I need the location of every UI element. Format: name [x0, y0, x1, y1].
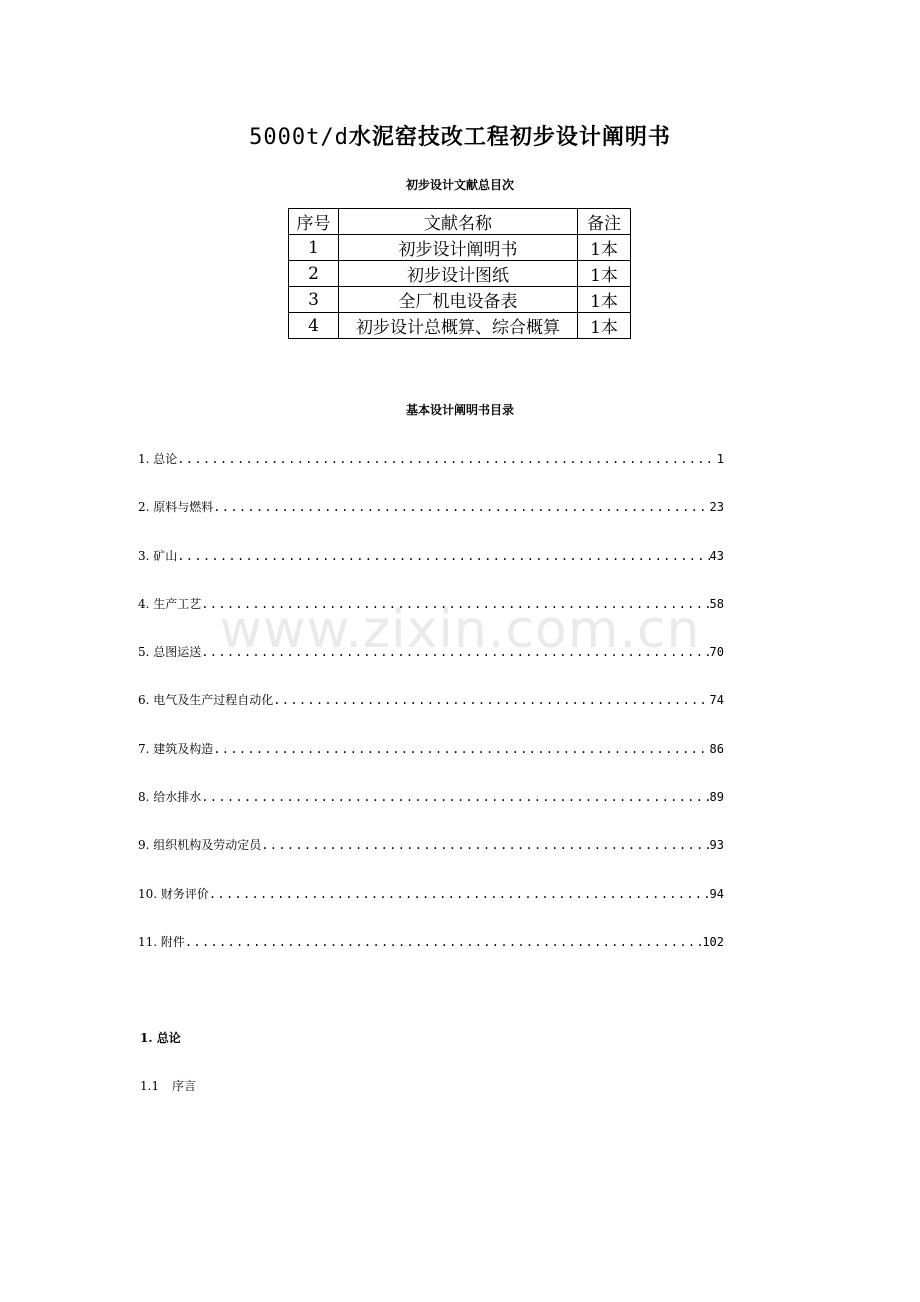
- docs-table-cell: 1: [289, 235, 339, 261]
- watermark: www.zixin.com.cn: [219, 600, 701, 660]
- docs-table-cell: 初步设计图纸: [339, 261, 578, 287]
- docs-table-header-cell: 备注: [578, 209, 631, 235]
- toc-leader-dots: [273, 693, 709, 707]
- toc-entry-label: 6. 电气及生产过程自动化: [138, 693, 274, 708]
- toc-entry-label: 2. 原料与燃料: [138, 500, 214, 515]
- toc-leader-dots: [213, 500, 709, 514]
- toc-entry[interactable]: [138, 450, 724, 498]
- docs-table-cell: 4: [289, 313, 339, 339]
- docs-table-header-row: [289, 209, 631, 235]
- toc-entry-page: 74: [709, 693, 724, 708]
- docs-table-cell: 1本: [578, 261, 631, 287]
- toc-leader-dots: [201, 645, 709, 659]
- toc-entry-label: 9. 组织机构及劳动定员: [138, 838, 262, 853]
- docs-table-cell: 2: [289, 261, 339, 287]
- docs-table-row: [289, 261, 631, 287]
- toc-leader-dots: [261, 838, 709, 852]
- subsection-label: 序言: [172, 1079, 197, 1093]
- toc-entry-label: 5. 总图运送: [138, 645, 202, 660]
- toc-entry[interactable]: [138, 933, 724, 981]
- docs-table-row: [289, 313, 631, 339]
- docs-table-cell: 全厂机电设备表: [339, 287, 578, 313]
- toc-entry-label: 4. 生产工艺: [138, 596, 202, 611]
- toc-entry-page: 1: [716, 452, 724, 466]
- toc-entry-label: 8. 给水排水: [138, 790, 202, 805]
- toc-entry-label: 10. 财务评价: [138, 886, 209, 901]
- toc-leader-dots: [209, 887, 710, 901]
- toc-entry-label: 7. 建筑及构造: [138, 741, 214, 756]
- toc-leader-dots: [201, 597, 709, 611]
- toc-entry[interactable]: [138, 740, 724, 788]
- subsection-number: 1.1: [140, 1079, 160, 1093]
- toc-entry-page: 86: [709, 741, 724, 756]
- section-heading: 1. 总论: [140, 1031, 181, 1045]
- toc-entry[interactable]: [138, 547, 724, 595]
- docs-table: [288, 208, 631, 339]
- toc-entry-page: 93: [709, 838, 724, 853]
- toc-leader-dots: [185, 935, 702, 949]
- docs-table-header-cell: 文献名称: [339, 209, 578, 235]
- document-title: [0, 120, 920, 151]
- toc-entry-label: 1. 总论: [138, 452, 178, 466]
- subsection-heading: [140, 1077, 196, 1094]
- table-of-contents: [138, 450, 724, 981]
- document-title-latin: 5000t/d: [249, 125, 349, 150]
- toc-leader-dots: [201, 790, 709, 804]
- toc-leader-dots: [213, 742, 709, 756]
- toc-entry-page: 70: [709, 645, 724, 660]
- docs-table-header-cell: 序号: [289, 209, 339, 235]
- toc-entry[interactable]: [138, 498, 724, 546]
- docs-table-cell: 1本: [578, 235, 631, 261]
- docs-table-row: [289, 235, 631, 261]
- toc-entry-page: 102: [702, 934, 724, 949]
- toc-entry-page: 58: [709, 596, 724, 611]
- docs-table-cell: 1本: [578, 287, 631, 313]
- docs-table-cell: 1本: [578, 313, 631, 339]
- toc-entry[interactable]: [138, 595, 724, 643]
- docs-table-cell: 初步设计总概算、综合概算: [339, 313, 578, 339]
- docs-table-cell: 初步设计阐明书: [339, 235, 578, 261]
- toc-entry-label: 11. 附件: [138, 934, 185, 949]
- toc-entry-page: 23: [709, 500, 724, 515]
- toc-title: 基本设计阐明书目录: [405, 403, 514, 417]
- toc-entry[interactable]: [138, 788, 724, 836]
- docs-table-cell: 3: [289, 287, 339, 313]
- toc-entry[interactable]: [138, 691, 724, 739]
- toc-entry[interactable]: [138, 643, 724, 691]
- toc-leader-dots: [177, 452, 710, 466]
- toc-entry[interactable]: [138, 885, 724, 933]
- toc-entry-page: 89: [709, 790, 724, 805]
- toc-entry-page: 43: [709, 548, 724, 563]
- toc-entry-label: 3. 矿山: [138, 548, 178, 563]
- toc-leader-dots: [177, 549, 709, 563]
- toc-entry[interactable]: [138, 836, 724, 884]
- document-title-cjk: 水泥窑技改工程初步设计阐明书: [348, 124, 671, 150]
- docs-list-title: 初步设计文献总目次: [405, 178, 514, 192]
- toc-entry-page: 94: [709, 886, 724, 901]
- docs-table-row: [289, 287, 631, 313]
